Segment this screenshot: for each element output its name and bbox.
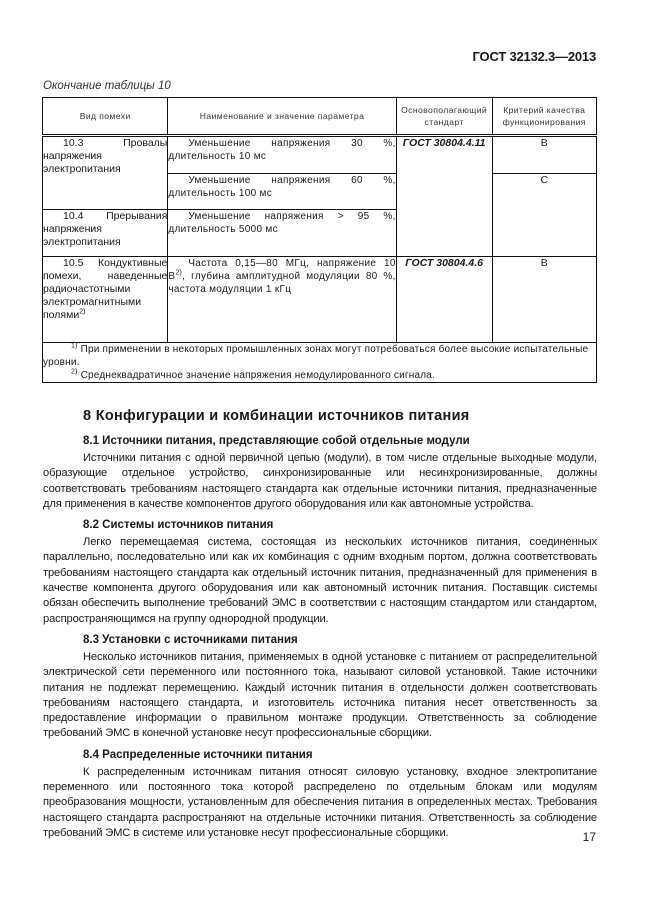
table-row xyxy=(43,257,597,343)
table-footnotes xyxy=(43,343,597,383)
section-8 xyxy=(43,408,597,848)
col-header-criterion: Критерий качества функционирования xyxy=(492,98,597,136)
cell-standard: ГОСТ 30804.4.6 xyxy=(396,257,492,343)
table-header-row xyxy=(43,98,597,136)
subsection-title: 8.4 Распределенные источники питания xyxy=(83,748,313,761)
subsection-title: 8.3 Установки с источниками питания xyxy=(83,633,298,646)
cell-type: 10.4 Прерывания напряжения электропитания xyxy=(43,210,168,257)
subsection-title: 8.2 Системы источников питания xyxy=(83,519,274,532)
table-row xyxy=(43,136,597,174)
cell-type: 10.5 Кондуктивные помехи, наведенные радиочастотными электромагнитными полями$^{2)}$ xyxy=(43,257,168,343)
table-caption: Окончание таблицы 10 xyxy=(43,80,171,92)
paragraph: Несколько источников питания, применяемых в одной установке с питанием от распределительной электрической сети переменного или постоянного тока, называют силовой установкой. Такие источники питания не подлежат перемещению. Каждый источник питания в отдельности должен соответствовать требованиям настоящего стандарта, и изготовитель источника питания несет ответственность за предоставление информации о правильном монтаже продукции. Ответственность за соблюдение требований ЭМС в конечной установке несут профессиональные сборщики. xyxy=(43,650,597,740)
document-code: ГОСТ 32132.3—2013 xyxy=(472,49,596,64)
cell-standard: ГОСТ 30804.4.11 xyxy=(396,136,492,257)
col-header-param: Наименование и значение параметра xyxy=(168,98,396,136)
cell-criterion: B xyxy=(492,257,597,343)
cell-param: Уменьшение напряжения 60 %, длительность 100 мс xyxy=(168,174,396,210)
section-title: 8 Конфигурации и комбинации источников питания xyxy=(83,408,470,424)
interference-table xyxy=(42,97,597,383)
cell-criterion: B xyxy=(492,136,597,174)
footnotes-row xyxy=(43,343,597,383)
page-number: 17 xyxy=(582,830,596,844)
paragraph: К распределенным источникам питания относят силовую установку, входное электропитание переменного или постоянного тока которой распределено по отдельным блокам или модулям преобразования мощности, установленным для обеспечения питания в определенных местах. Требования настоящего стандарта распространяют на отдельные источники питания. Ответственность за соблюдение требований ЭМС в системе или установке несут профессиональные сборщики. xyxy=(43,765,597,839)
cell-param: Уменьшение напряжения 30 %, длительность 10 мс xyxy=(168,136,396,174)
cell-type: 10.3 Провалы напряжения электропитания xyxy=(43,136,168,210)
col-header-type: Вид помехи xyxy=(43,98,168,136)
footnote: $^{1)}$ При применении в некоторых промышленных зонах могут потребоваться более высокие испытательные уровни. xyxy=(43,342,589,368)
footnote: $^{2)}$ Среднеквадратичное значение напряжения немодулированного сигнала. xyxy=(71,368,436,381)
cell-param: Частота 0,15—80 МГц, напряжение 10 $В^{2)}$, глубина амплитудной модуляции 80 %, частота модуляции 1 кГц xyxy=(168,257,396,343)
paragraph: Источники питания с одной первичной цепью (модули), в том числе отдельные выходные модули, образующие отдельное устройство, синхронизированные или несинхронизированные, должны соответствовать требованиям настоящего стандарта как отдельные источники питания, предназначенные для применения в качестве компонентов другого оборудования или как автономные устройства. xyxy=(43,452,597,510)
cell-criterion: C xyxy=(492,174,597,257)
col-header-standard: Основополагающий стандарт xyxy=(396,98,492,136)
subsection-title: 8.1 Источники питания, представляющие собой отдельные модули xyxy=(83,435,470,447)
paragraph: Легко перемещаемая система, состоящая из нескольких источников питания, соединенных параллельно, последовательно или как их комбинация с одним входным портом, должна соответствовать требованиям настоящего стандарта как отдельный источник питания, предназначенный для применения в качестве компонента другого оборудования или как автономный источник питания. Поставщик системы обязан обеспечить выполнение требований ЭМС в соответствии с настоящим стандартом или стандартом, распространяющимся на группу однородной продукции. xyxy=(43,536,597,625)
cell-param: Уменьшение напряжения > 95 %, длительность 5000 мс xyxy=(168,210,396,257)
